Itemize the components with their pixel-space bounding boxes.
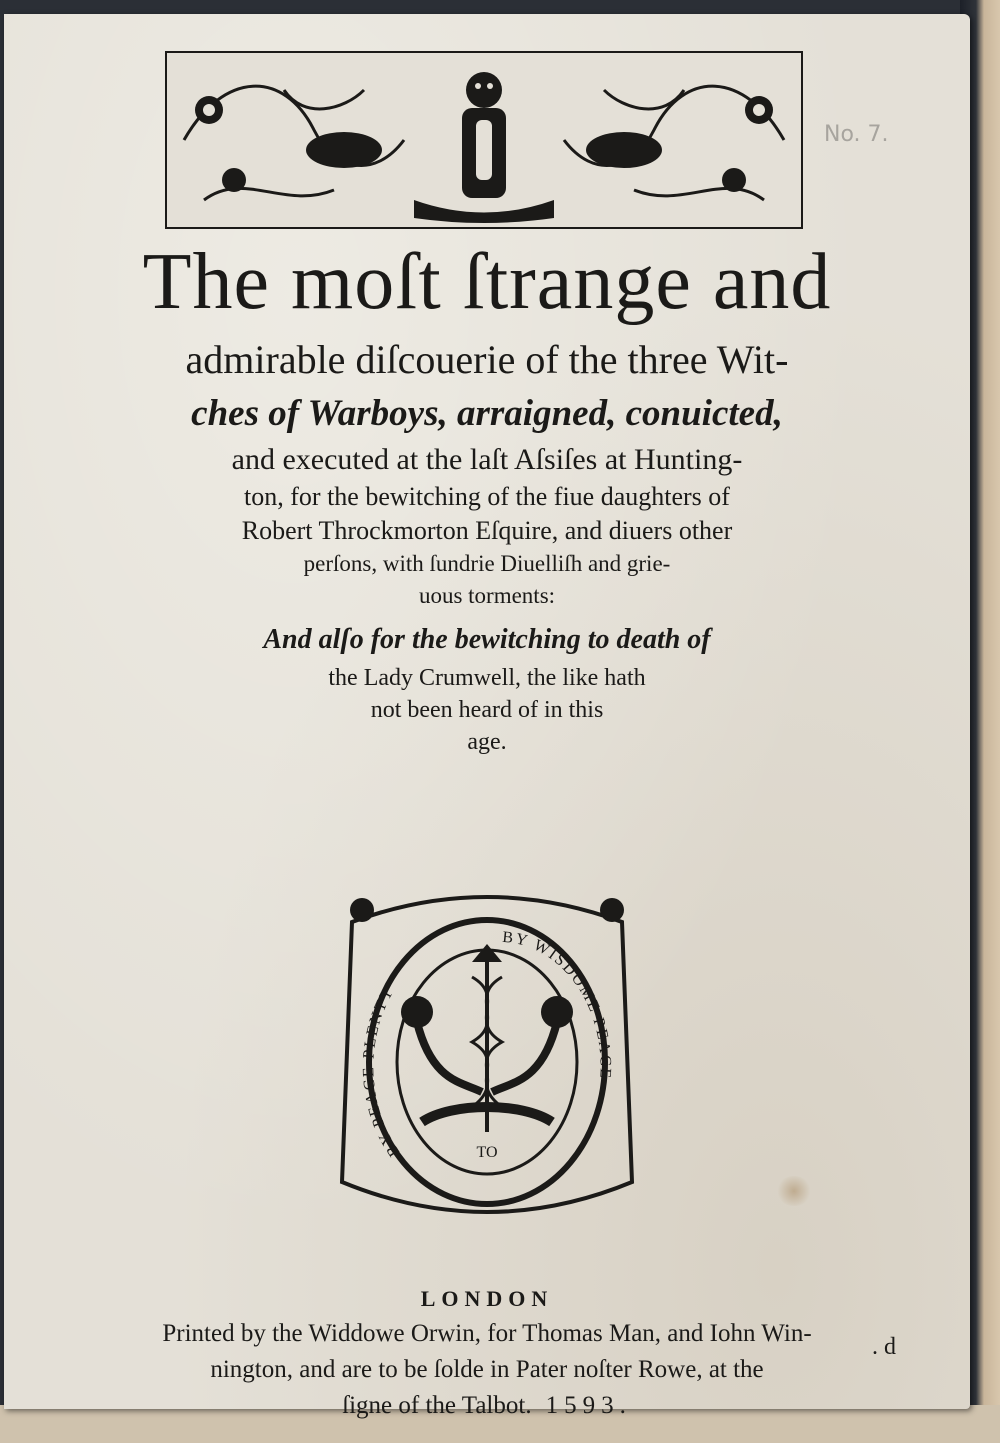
title-line: perſons, with ſundrie Diuelliſh and grie- [303, 551, 671, 576]
title-line: Robert Throckmorton Eſquire, and diuers other [241, 516, 733, 545]
device-motto-right: BY WISDOME PEACE [501, 928, 614, 1081]
title-line: uous torments: [418, 583, 556, 608]
imprint [84, 1282, 890, 1424]
subtitle-line: And alſo for the bewitching to death of [263, 624, 711, 655]
title-line: ton, for the bewitching of the fiue daughters of [244, 482, 730, 511]
pencil-note: No. 7. [824, 122, 889, 147]
imprint-city: LONDON [420, 1286, 554, 1311]
imprint-line: nington, and are to be ſolde in Pater noſter Rowe, at the [210, 1356, 764, 1383]
imprint-year: 1593. [545, 1392, 632, 1419]
woodcut-headpiece-ornament [164, 50, 804, 230]
foxing-stain [776, 1176, 812, 1206]
title-block [64, 232, 910, 758]
subtitle-line: the Lady Crumwell, the like hath [328, 665, 646, 691]
subtitle-line: age. [467, 729, 507, 755]
subtitle-line: not been heard of in this [370, 697, 604, 723]
printers-device-woodcut [322, 882, 652, 1232]
title-line: admirable diſcouerie of the three Wit- [185, 337, 789, 382]
title-main: The moſt ſtrange and [142, 238, 832, 326]
title-line: and executed at the laſt Aſsiſes at Hunting- [231, 443, 743, 476]
device-motto-left: BY PEACE PLENTY [360, 983, 404, 1160]
imprint-line-last [84, 1388, 890, 1424]
device-center-text: TO [476, 1144, 498, 1161]
margin-mark: . d [872, 1334, 896, 1360]
imprint-sign: ſigne of the Talbot. [342, 1392, 532, 1419]
title-page [4, 14, 970, 1419]
imprint-line: Printed by the Widdowe Orwin, for Thomas Man, and Iohn Win- [162, 1320, 812, 1347]
title-line: ches of Warboys, arraigned, conuicted, [191, 393, 783, 434]
